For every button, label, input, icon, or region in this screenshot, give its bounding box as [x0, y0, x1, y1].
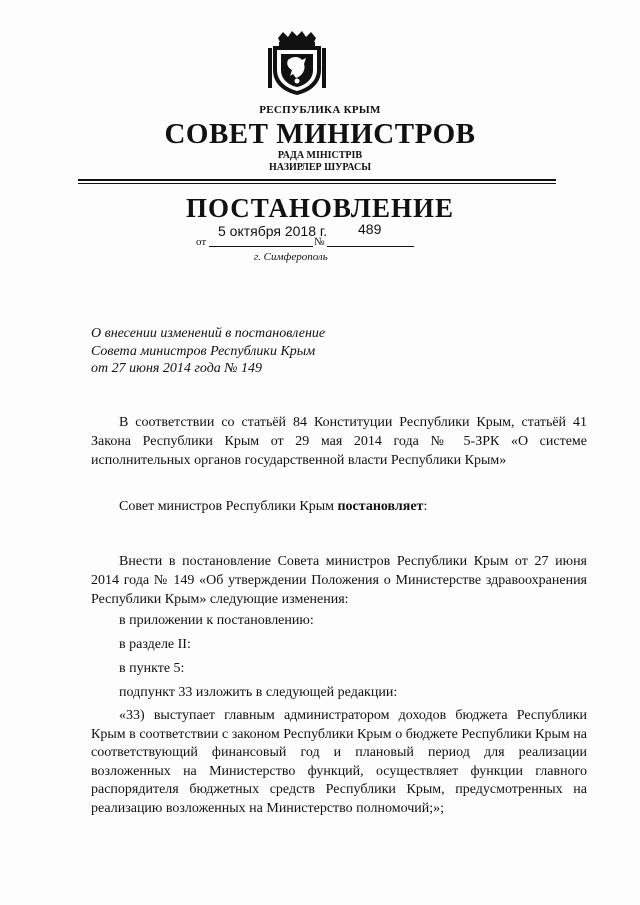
city-name: г. Симферополь: [254, 251, 328, 263]
number-label: №: [314, 236, 325, 248]
decree-subject: [91, 325, 325, 378]
resolves-colon: :: [423, 499, 428, 514]
new-subclause-text: «33) выступает главным администратором доходов бюджета Республики Крым в соответствии с законом Республики Крым о бюджете Республики Крым на соответствующий финансовый год и плановый период для реализации возложенных на Министерство функций, осуществляет функции главного распорядителя бюджетных средств Республики Крым, предусмотренных на реализацию возложенных на Министерство полномочий;»;: [91, 708, 587, 816]
resolves-text: Совет министров Республики Крым: [119, 499, 338, 514]
council-title-ukrainian: РАДА МІНІСТРІВ: [277, 150, 363, 161]
council-title-crimean-tatar: НАЗИРЛЕР ШУРАСЫ: [268, 162, 372, 173]
amendment-item: подпункт 33 изложить в следующей редакции:: [119, 685, 398, 700]
date-underline: [209, 246, 313, 247]
subject-line: Совета министров Республики Крым: [91, 343, 316, 359]
document-type-title: ПОСТАНОВЛЕНИЕ: [185, 193, 455, 223]
basis-paragraph: В соответствии со статьёй 84 Конституции Республики Крым, статьёй 41 Закона Республики Крым от 29 мая 2014 года № 5-ЗРК «О системе исполнительных органов государственной власти Республики Крым»: [91, 415, 587, 468]
resolves-keyword: постановляет: [337, 499, 424, 514]
resolves-paragraph: [119, 497, 589, 516]
coat-of-arms-icon: [266, 30, 328, 96]
decree-number: 489: [358, 221, 382, 237]
subject-line: от 27 июня 2014 года № 149: [91, 361, 262, 376]
header-divider-thin: [78, 183, 556, 184]
date-label: от: [196, 236, 207, 248]
amendment-item: в разделе II:: [119, 637, 191, 652]
amendment-item: в приложении к постановлению:: [119, 613, 314, 628]
republic-name: РЕСПУБЛИКА КРЫМ: [259, 104, 381, 116]
decree-date: 5 октября 2018 г.: [218, 223, 328, 239]
council-title: СОВЕТ МИНИСТРОВ: [164, 118, 476, 150]
subject-line: О внесении изменений в постановление: [91, 326, 326, 341]
number-underline: [327, 246, 414, 247]
amendment-item: в пункте 5:: [119, 661, 185, 676]
amendment-paragraph: Внести в постановление Совета министров Республики Крым от 27 июня 2014 года № 149 «Об утверждении Положения о Министерстве здравоохранения Республики Крым» следующие изменения:: [91, 554, 587, 607]
header-divider-thick: [78, 179, 556, 181]
